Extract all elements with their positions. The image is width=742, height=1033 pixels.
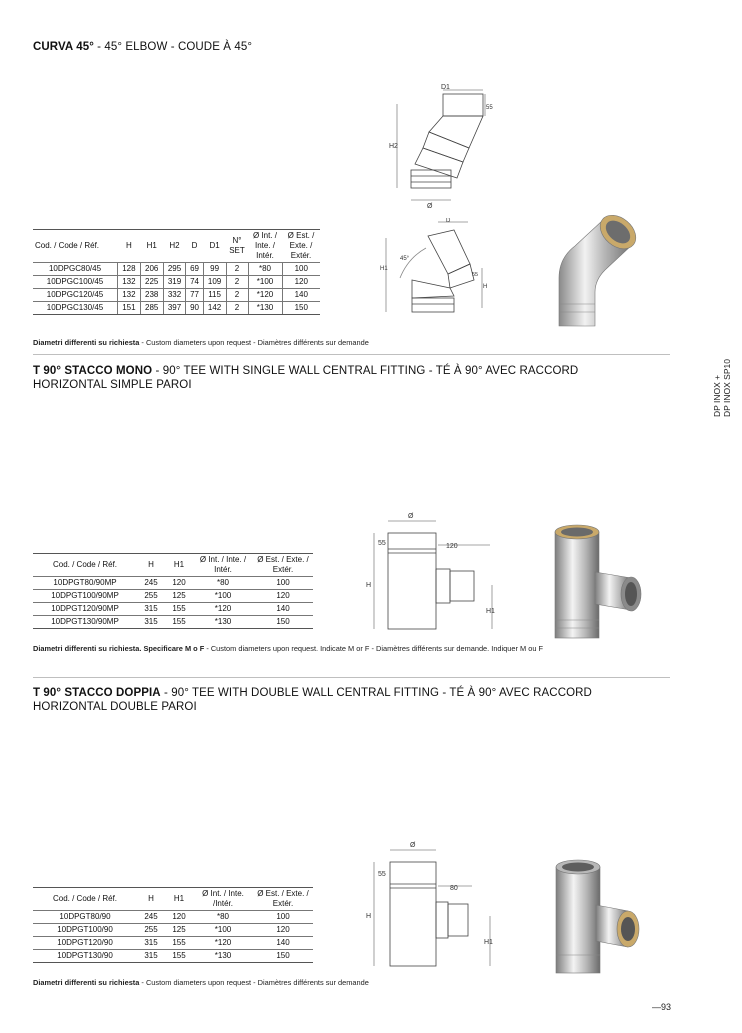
- label-55: 55: [378, 871, 386, 878]
- label-dia: Ø: [408, 513, 414, 520]
- section-title-tee-single: [33, 364, 653, 392]
- table-row: 10DPGT100/90 255 125 *100 120: [33, 924, 313, 937]
- label-h: H: [366, 913, 372, 920]
- side-tab: [712, 355, 742, 425]
- title-bold: CURVA 45°: [33, 41, 94, 53]
- header-est: Ø Est. / Exte. / Extér.: [287, 231, 315, 260]
- header-h2: H2: [169, 241, 180, 250]
- header-code: Cod. / Code / Réf.: [52, 560, 118, 569]
- header-code: Cod. / Code / Réf.: [52, 894, 118, 903]
- header-h1: H1: [173, 560, 185, 569]
- label-55: 55: [378, 540, 386, 547]
- header-int: Ø Int. / Inte. /Intér.: [202, 889, 244, 908]
- tee-double-drawing: [362, 836, 502, 971]
- tee-double-photo: [548, 855, 648, 975]
- label-d: D: [446, 218, 451, 224]
- tee-single-photo: [545, 520, 650, 640]
- table-row: 10DPGT120/90 315 155 *120 140: [33, 937, 313, 950]
- header-h: H: [126, 241, 132, 250]
- label-120: 120: [446, 543, 458, 550]
- table-row: 10DPGT100/90MP 255 125 *100 120: [33, 590, 313, 603]
- spec-table-elbow: [33, 229, 320, 315]
- section-title-elbow: [33, 40, 633, 54]
- section-title-tee-double: [33, 686, 653, 714]
- table-row: 10DPGT130/90 315 155 *130 150: [33, 950, 313, 963]
- label-h1: H1: [484, 939, 493, 946]
- title-bold: T 90° STACCO DOPPIA: [33, 687, 161, 699]
- header-h1: H1: [173, 894, 185, 903]
- header-h: H: [148, 560, 154, 569]
- header-est: Ø Est. / Exte. / Extér.: [257, 555, 309, 574]
- table-header-row: [33, 554, 313, 577]
- label-80: 80: [450, 885, 458, 892]
- note-elbow: Diametri differenti su richiesta - Custom diameters upon request - Diamètres différents sur demande: [33, 338, 369, 347]
- elbow-drawing-front: [378, 218, 493, 318]
- elbow-photo: [545, 208, 645, 328]
- title-rest: - 45° ELBOW - COUDE À 45°: [93, 41, 253, 53]
- side-tab-line2: DP INOX SP10: [722, 359, 732, 417]
- label-h1: H1: [380, 266, 388, 272]
- label-d1: D1: [441, 84, 450, 91]
- table-row: 10DPGC120/45 132 238 332 77 115 2 *120 140: [33, 289, 320, 302]
- label-h1: H1: [486, 608, 495, 615]
- header-h: H: [148, 894, 154, 903]
- table-row: 10DPGT130/90MP 315 155 *130 150: [33, 616, 313, 629]
- table-row: 10DPGT80/90MP 245 120 *80 100: [33, 577, 313, 590]
- header-d: D: [191, 241, 198, 250]
- tee-single-drawing: [362, 505, 502, 635]
- label-45deg: 45°: [400, 256, 410, 262]
- elbow-drawing-side: [385, 82, 500, 212]
- header-d1: D1: [209, 241, 220, 250]
- header-est: Ø Est. / Exte. / Extér.: [257, 889, 309, 908]
- note-tee-double: Diametri differenti su richiesta - Custom diameters upon request - Diamètres différents sur demande: [33, 978, 369, 987]
- title-rest: - 90° TEE WITH DOUBLE WALL CENTRAL FITTING - TÉ À 90° AVEC RACCORD HORIZONTAL DOUBLE PAROI: [33, 687, 592, 713]
- divider: [33, 677, 670, 678]
- table-row: 10DPGC100/45 132 225 319 74 109 2 *100 120: [33, 276, 320, 289]
- table-row: 10DPGT80/90 245 120 *80 100: [33, 911, 313, 924]
- table-row: 10DPGT120/90MP 315 155 *120 140: [33, 603, 313, 616]
- table-header-row: [33, 230, 320, 263]
- header-code: Cod. / Code / Réf.: [35, 241, 100, 250]
- label-55: 55: [486, 105, 493, 111]
- label-h: H: [366, 582, 372, 589]
- title-rest: - 90° TEE WITH SINGLE WALL CENTRAL FITTING - TÉ À 90° AVEC RACCORD HORIZONTAL SIMPLE PAROI: [33, 365, 579, 391]
- table-header-row: [33, 888, 313, 911]
- table-row: 10DPGC130/45 151 285 397 90 142 2 *130 150: [33, 302, 320, 315]
- label-h2: H2: [389, 143, 398, 150]
- header-int: Ø Int. / Inte. / Intér.: [199, 555, 247, 574]
- label-h: H: [483, 284, 488, 290]
- spec-table-tee-double: [33, 887, 313, 963]
- header-h1: H1: [146, 241, 157, 250]
- title-bold: T 90° STACCO MONO: [33, 365, 153, 377]
- header-set: N° SET: [229, 236, 245, 255]
- page-number: —93: [652, 1002, 672, 1012]
- divider: [33, 354, 670, 355]
- label-dia: Ø: [410, 842, 416, 849]
- side-tab-line1: DP INOX +: [712, 374, 722, 417]
- note-tee-single: Diametri differenti su richiesta. Specificare M o F - Custom diameters upon request. Indicate M or F - Diamètres différents sur demande. Indiquer M ou F: [33, 644, 544, 653]
- table-row: 10DPGC80/45 128 206 295 69 99 2 *80 100: [33, 263, 320, 276]
- header-int: Ø Int. / Inte. / Intér.: [252, 231, 277, 260]
- spec-table-tee-single: [33, 553, 313, 629]
- label-dia: Ø: [427, 203, 433, 210]
- label-55b: 55: [472, 272, 479, 278]
